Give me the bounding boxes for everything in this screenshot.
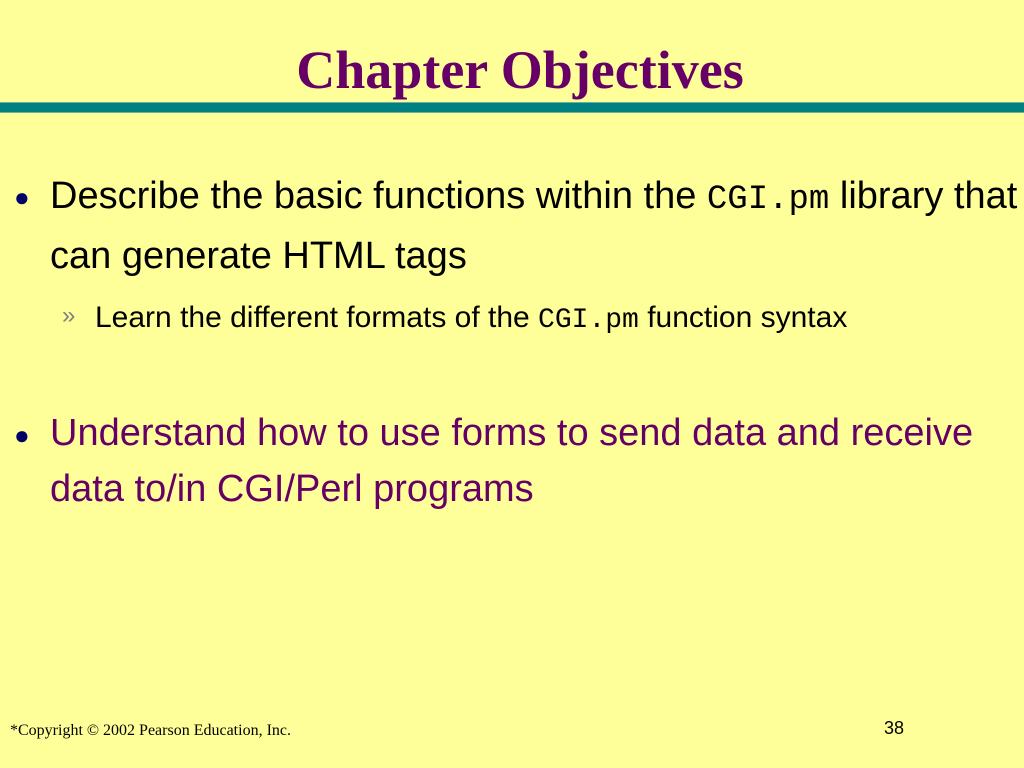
bullet-marker-icon: ● bbox=[14, 420, 30, 450]
bullet-item-1 bbox=[50, 168, 1020, 284]
sub-bullet-marker-icon: » bbox=[62, 302, 76, 329]
bullet-item-1-text-after: library that can generate HTML tags bbox=[50, 175, 1018, 277]
slide-title: Chapter Objectives bbox=[296, 40, 744, 100]
title-divider bbox=[0, 102, 1024, 113]
sub-bullet-item-1-code: CGI.pm bbox=[538, 305, 639, 336]
bullet-item-1-text-before: Describe the basic functions within the bbox=[50, 175, 707, 217]
bullet-marker-icon: ● bbox=[14, 182, 30, 212]
sub-bullet-item-1-text-before: Learn the different formats of the bbox=[95, 301, 539, 334]
sub-bullet-item-1 bbox=[95, 296, 995, 343]
bullet-item-1-code: CGI.pm bbox=[706, 181, 830, 219]
page-number: 38 bbox=[884, 718, 905, 738]
sub-bullet-item-1-text-after: function syntax bbox=[638, 301, 848, 334]
copyright-footer: *Copyright © 2002 Pearson Education, Inc. bbox=[10, 722, 291, 739]
bullet-item-2: Understand how to use forms to send data and receive data to/in CGI/Perl programs bbox=[50, 412, 974, 510]
